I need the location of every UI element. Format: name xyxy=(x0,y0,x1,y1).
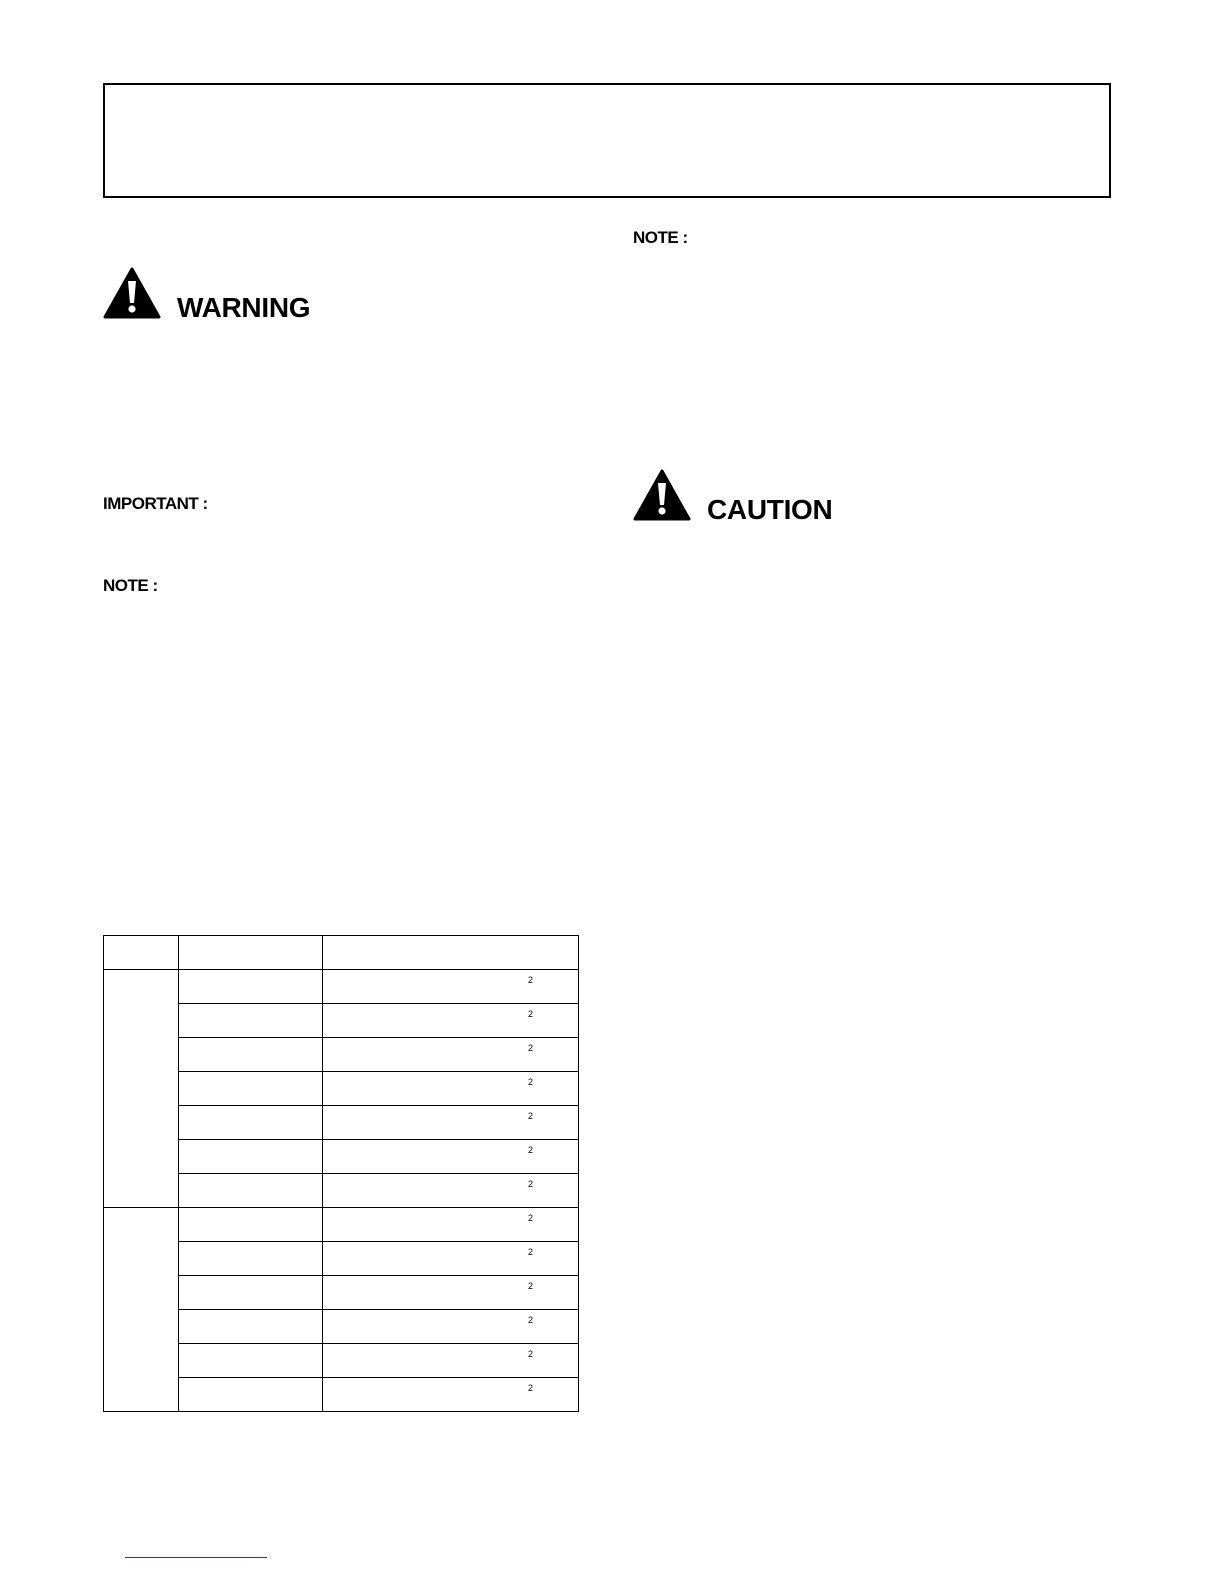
superscript-2: 2 xyxy=(528,1213,534,1223)
caution-word: CAUTION xyxy=(707,494,833,525)
table-cell xyxy=(323,1140,579,1174)
table-cell xyxy=(179,1106,323,1140)
footer-link-underline[interactable] xyxy=(125,1557,267,1558)
table-cell xyxy=(323,1174,579,1208)
table-cell xyxy=(323,1004,579,1038)
superscript-2: 2 xyxy=(528,1179,534,1189)
table-cell xyxy=(323,1310,579,1344)
table-cell xyxy=(179,1208,323,1242)
table-header-cell xyxy=(323,936,579,970)
table-cell xyxy=(179,1310,323,1344)
table-cell xyxy=(323,1072,579,1106)
important-label: IMPORTANT : xyxy=(103,494,208,513)
table-cell xyxy=(323,1208,579,1242)
superscript-2: 2 xyxy=(528,1145,534,1155)
table-cell xyxy=(179,1038,323,1072)
table-cell xyxy=(179,1072,323,1106)
superscript-2: 2 xyxy=(528,1043,534,1053)
table-cell xyxy=(179,1140,323,1174)
superscript-2: 2 xyxy=(528,1247,534,1257)
warning-triangle-icon xyxy=(103,267,161,319)
superscript-2: 2 xyxy=(528,1383,534,1393)
table-cell xyxy=(179,970,323,1004)
table-cell xyxy=(323,1038,579,1072)
superscript-2: 2 xyxy=(528,1009,534,1019)
table-header-row xyxy=(104,936,579,970)
superscript-2: 2 xyxy=(528,1281,534,1291)
superscript-2: 2 xyxy=(528,1111,534,1121)
table-cell xyxy=(323,1106,579,1140)
warning-word: WARNING xyxy=(177,292,311,323)
superscript-2: 2 xyxy=(528,975,534,985)
group-cell xyxy=(104,970,179,1208)
title-box xyxy=(103,83,1111,198)
table-row xyxy=(104,1208,579,1242)
group-cell xyxy=(104,1208,179,1412)
table-header-cell xyxy=(179,936,323,970)
spec-table xyxy=(103,935,579,1412)
table-header-cell xyxy=(104,936,179,970)
superscript-2: 2 xyxy=(528,1315,534,1325)
note-label-left: NOTE : xyxy=(103,576,158,595)
table-cell xyxy=(179,1004,323,1038)
table-cell xyxy=(323,1242,579,1276)
caution-heading xyxy=(633,464,832,526)
warning-heading xyxy=(103,262,310,324)
table-cell xyxy=(179,1344,323,1378)
caution-triangle-icon xyxy=(633,469,691,521)
note-label-right: NOTE : xyxy=(633,228,688,247)
table-cell xyxy=(179,1378,323,1412)
table-cell xyxy=(323,1344,579,1378)
table-cell xyxy=(179,1242,323,1276)
table-cell xyxy=(179,1276,323,1310)
superscript-2: 2 xyxy=(528,1349,534,1359)
table-row xyxy=(104,970,579,1004)
superscript-2: 2 xyxy=(528,1077,534,1087)
table-cell xyxy=(323,1276,579,1310)
table-cell xyxy=(179,1174,323,1208)
table-cell xyxy=(323,1378,579,1412)
table-cell xyxy=(323,970,579,1004)
